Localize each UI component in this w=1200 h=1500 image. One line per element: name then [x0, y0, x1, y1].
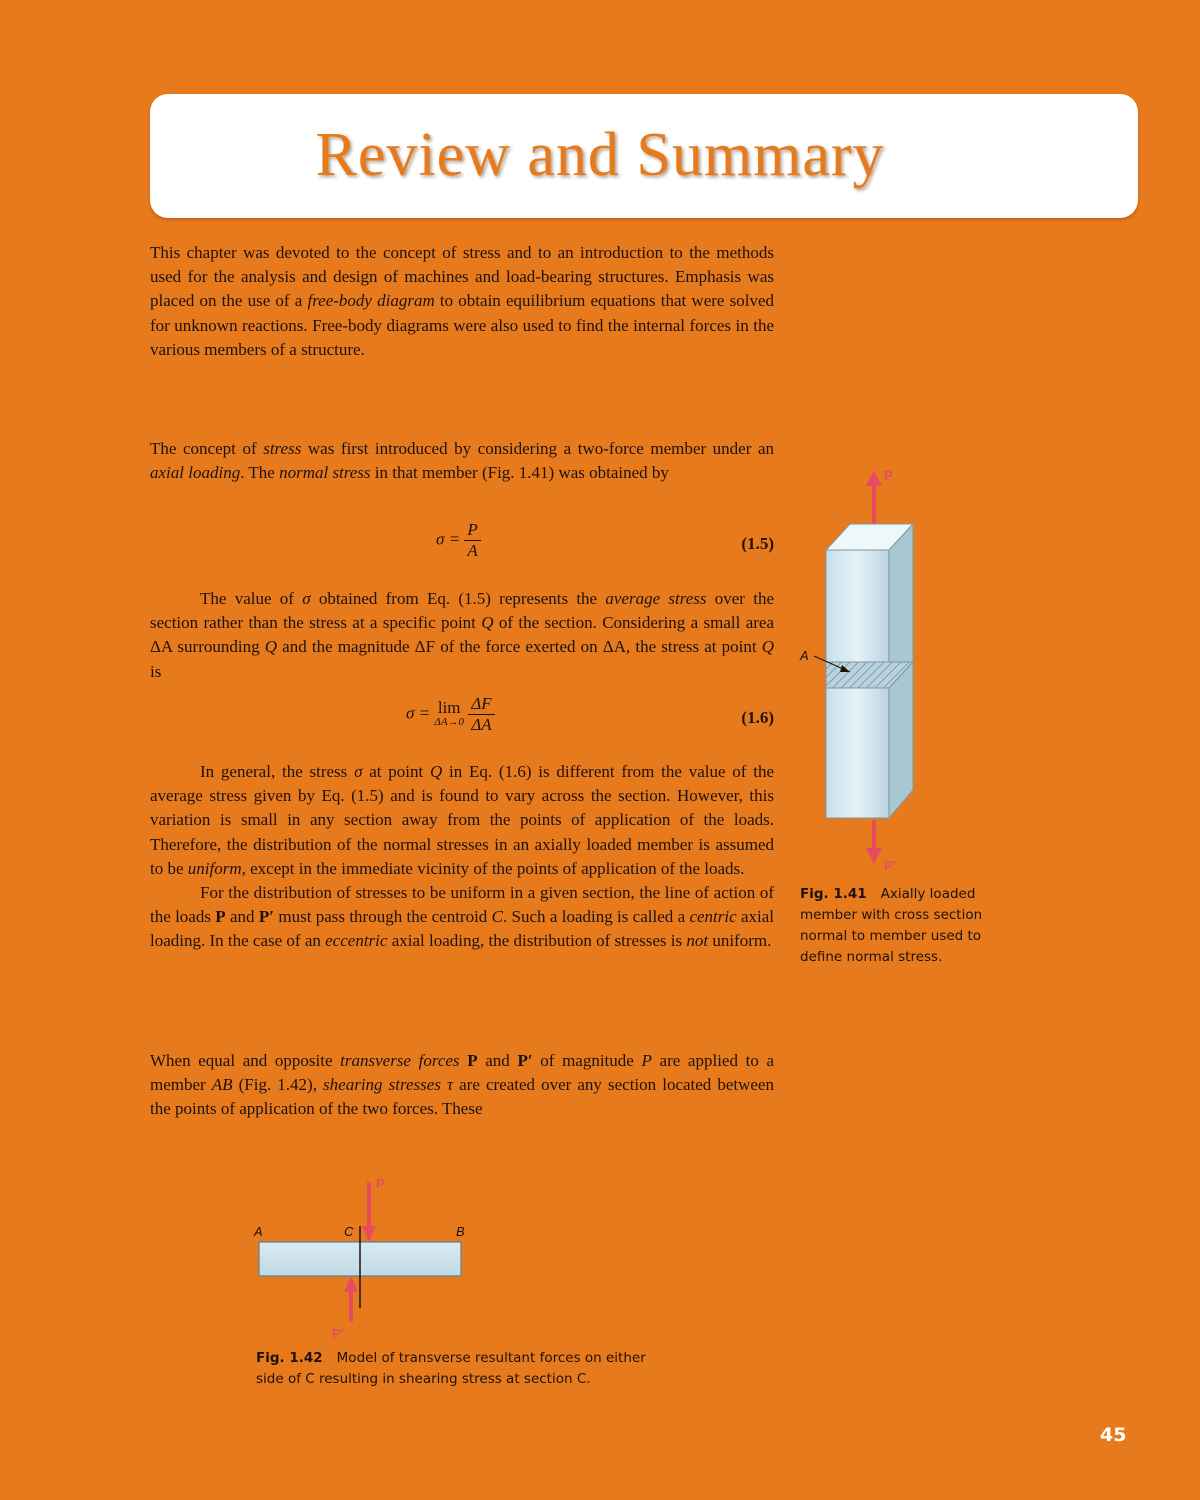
- label-p-prime: P′: [884, 858, 896, 873]
- label-p-prime: P′: [332, 1326, 344, 1341]
- label-p: P: [884, 468, 893, 483]
- figure-1-42: [240, 1170, 480, 1350]
- stress-paragraph: The concept of stress was first introduced by considering a two-force member under an axial loading. The normal stress in that member (Fig. 1.41) was obtained by: [150, 439, 775, 483]
- equation-number: (1.6): [741, 708, 774, 727]
- caption-fig-1-41: Fig. 1.41 Axially loaded member with cross section normal to member used to define normal stress.: [800, 886, 983, 965]
- axial-bar: [826, 524, 913, 818]
- equation-1-5: σ = $\frac{P}{A}$ (1.5): [436, 520, 774, 560]
- label-c: C: [344, 1224, 354, 1239]
- label-a: A: [800, 648, 809, 663]
- label-a: A: [254, 1224, 263, 1239]
- equation-number: (1.5): [741, 534, 774, 553]
- caption-fig-1-42: Fig. 1.42 Model of transverse resultant forces on either side of C resulting in shearing stress at section C.: [256, 1350, 646, 1387]
- figure-1-41: [780, 460, 980, 880]
- label-b: B: [456, 1224, 465, 1239]
- transverse-paragraph: When equal and opposite transverse forces P and P′ of magnitude P are applied to a member AB (Fig. 1.42), shearing stresses τ are created over any section located between the points of application of the two forces. These: [150, 1051, 775, 1119]
- equation-1-6: σ = lim ΔA→0 $\frac{\Delta F}{\Delta A}$ (1.6): [406, 694, 774, 734]
- general-paragraph: In general, the stress σ at point Q in Eq. (1.6) is different from the value of the average stress given by Eq. (1.5) and is found to vary across the section. However, this variation is small in any section away from the points of application of the loads. Therefore, the distribution of the normal stresses in an axially loaded member is assumed to be uniform, except in the immediate vicinity of the points of application of the loads. For the distribution of stresses to be uniform in a given section, the line of action of the loads P and P′ must pass through the centroid C. Such a loading is called a centric axial loading. In the case of an eccentric axial loading, the distribution of stresses is not uniform.: [150, 762, 775, 951]
- force-arrow-p-prime: [344, 1276, 358, 1322]
- label-p: P: [376, 1176, 385, 1191]
- average-stress-paragraph: The value of σ obtained from Eq. (1.5) represents the average stress over the section rather than the stress at a specific point Q of the section. Considering a small area ΔA surrounding Q and the magnitude ΔF of the force exerted on ΔA, the stress at point Q is: [150, 589, 775, 681]
- section-title: Review and Summary: [315, 121, 885, 189]
- force-arrow-p: [362, 1182, 376, 1242]
- intro-paragraph: This chapter was devoted to the concept of stress and to an introduction to the methods used for the analysis and design of machines and load-bearing structures. Emphasis was placed on the use of a free-body diagram to obtain equilibrium equations that were solved for unknown reactions. Free-body diagrams were also used to find the internal forces in the various members of a structure.: [150, 243, 774, 359]
- page-number: 45: [1100, 1424, 1127, 1446]
- force-arrow-p-prime: [866, 820, 882, 864]
